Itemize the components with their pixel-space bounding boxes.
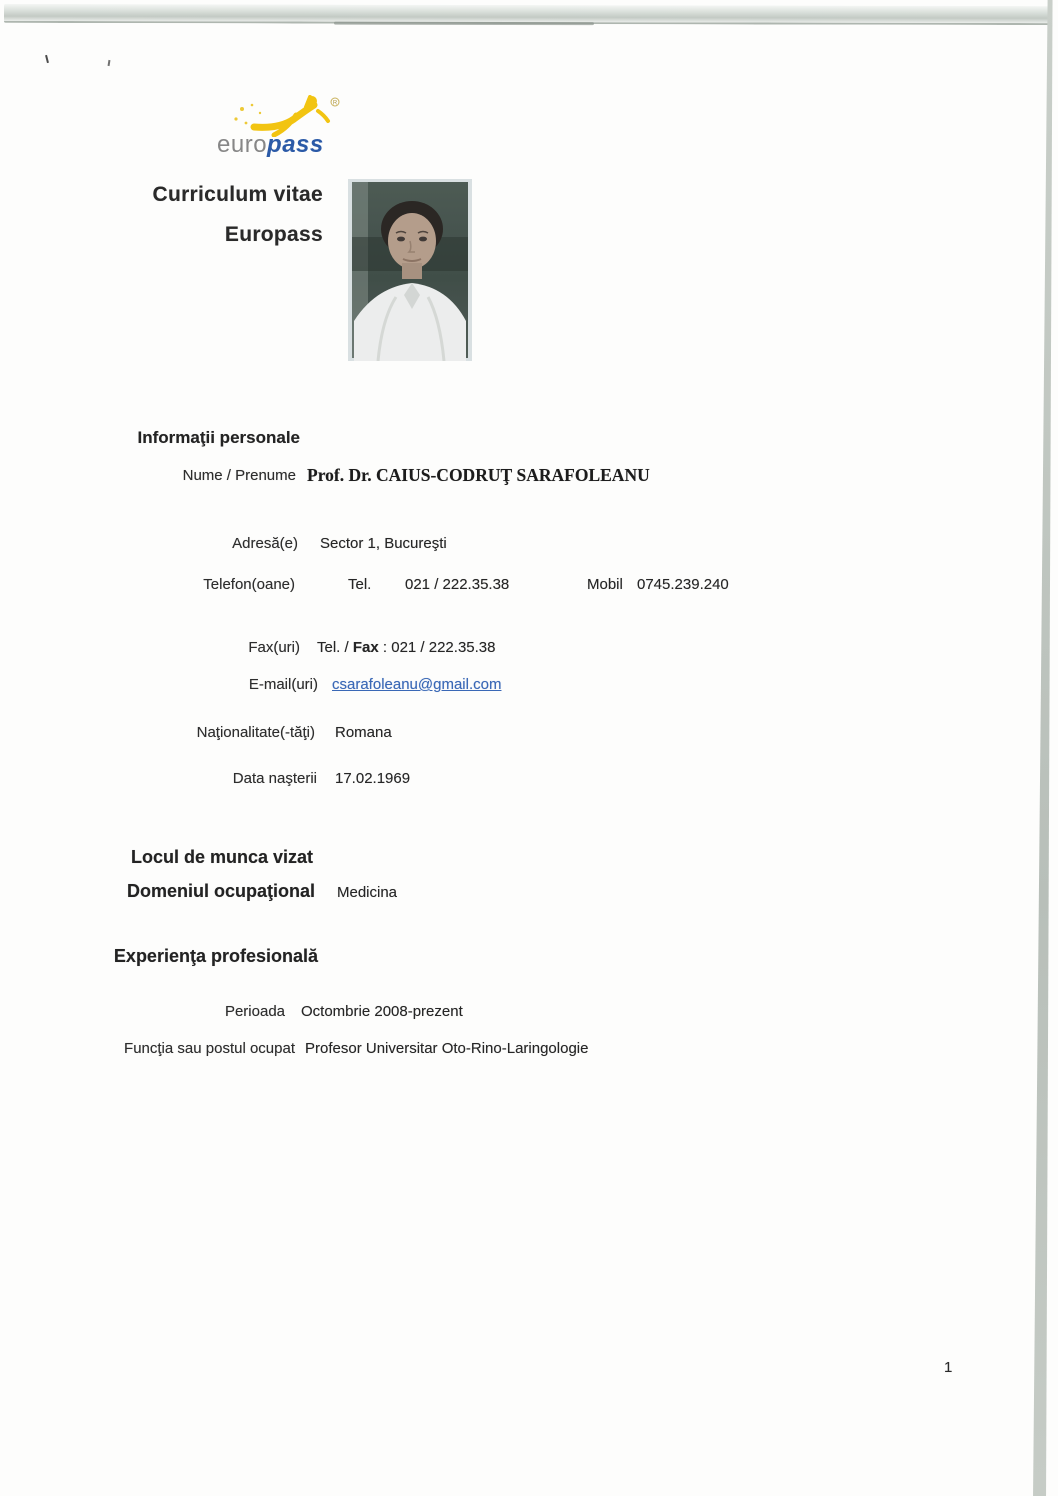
scan-speck xyxy=(108,60,111,66)
phone-tel-value: 021 / 222.35.38 xyxy=(405,576,510,593)
document-title-line2: Europass xyxy=(224,223,323,246)
name-value: Prof. Dr. CAIUS-CODRUŢ SARAFOLEANU xyxy=(307,465,650,485)
registered-trademark-icon xyxy=(331,98,339,107)
europass-logo-wordmark xyxy=(217,133,324,157)
page-number: 1 xyxy=(944,1359,953,1376)
fax-value-rest: : 021 / 222.35.38 xyxy=(378,639,496,656)
logo-euro-text: euro xyxy=(217,131,268,158)
document-title-line1: Curriculum vitae xyxy=(152,183,323,206)
phone-label: Telefon(oane) xyxy=(203,576,295,593)
phone-tel-label: Tel. xyxy=(348,576,372,593)
name-label: Nume / Prenume xyxy=(182,467,296,484)
section-heading-job-target: Locul de munca vizat xyxy=(130,847,313,867)
nationality-label: Naţionalitate(-tăţi) xyxy=(196,724,315,741)
period-value: Octombrie 2008-prezent xyxy=(301,1003,463,1020)
portrait-photo xyxy=(348,179,472,361)
phone-mobil-label: Mobil xyxy=(587,576,623,593)
section-heading-occupational-domain: Domeniul ocupaţional xyxy=(126,881,315,901)
fax-value xyxy=(317,639,495,656)
fax-label: Fax(uri) xyxy=(248,639,300,656)
section-heading-experience: Experienţa profesională xyxy=(113,946,318,966)
position-label: Funcţia sau postul ocupat xyxy=(124,1040,295,1057)
fax-value-bold: Fax xyxy=(352,639,379,656)
birthdate-value: 17.02.1969 xyxy=(335,770,411,787)
scan-artifact-right-edge xyxy=(1032,0,1058,1496)
phone-mobil-value: 0745.239.240 xyxy=(637,576,729,593)
scan-speck xyxy=(45,55,49,63)
fax-value-prefix: Tel. / xyxy=(317,639,353,656)
section-heading-personal-info: Informaţii personale xyxy=(137,428,300,447)
birthdate-label: Data naşterii xyxy=(232,770,317,787)
scan-artifact-top-band xyxy=(4,4,1052,25)
logo-pass-text: pass xyxy=(267,131,324,158)
domain-value: Medicina xyxy=(337,884,398,901)
email-value xyxy=(332,676,501,693)
email-link[interactable]: csarafoleanu@gmail.com xyxy=(332,676,502,693)
position-value: Profesor Universitar Oto-Rino-Laringologie xyxy=(305,1040,589,1057)
nationality-value: Romana xyxy=(335,724,392,741)
email-label: E-mail(uri) xyxy=(248,676,318,693)
address-label: Adresă(e) xyxy=(232,535,298,552)
address-value: Sector 1, Bucureşti xyxy=(320,535,447,552)
svg-text:R: R xyxy=(332,100,338,107)
period-label: Perioada xyxy=(224,1003,285,1020)
